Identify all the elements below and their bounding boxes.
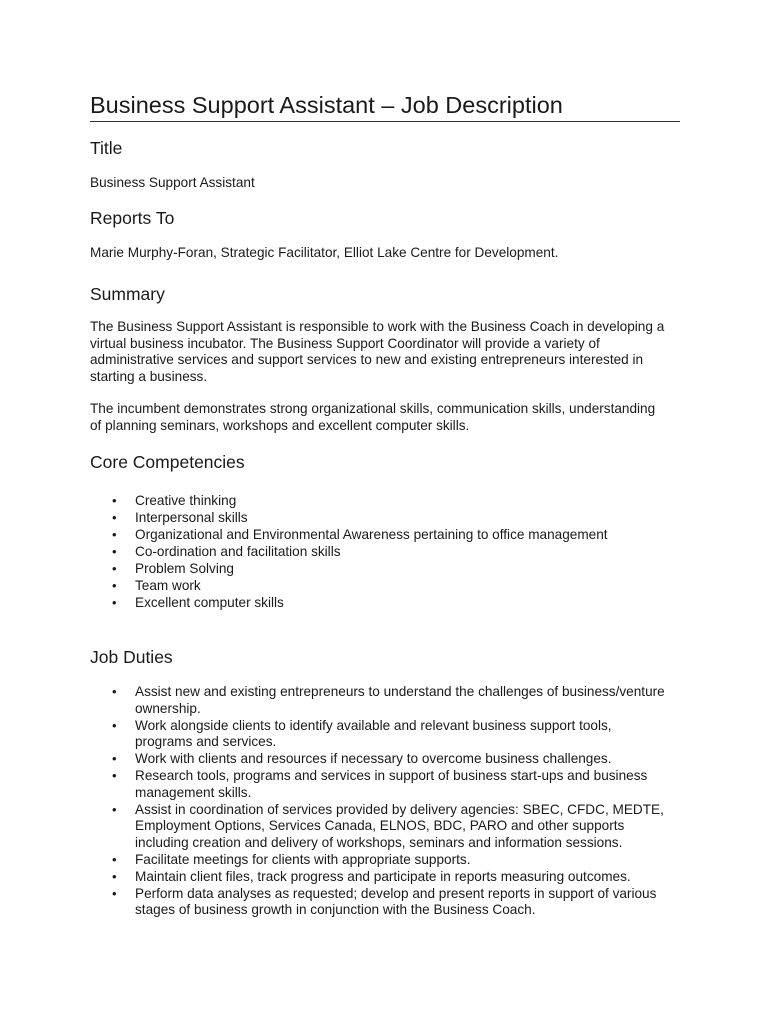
heading-summary: Summary [90,284,165,304]
list-item [90,802,665,852]
duty-line: ownership. [135,700,201,716]
summary-paragraph-2 [90,401,680,434]
summary-p1-line: administrative services and support services to new and existing entrepreneurs interested in [90,352,644,367]
list-item [90,543,608,560]
bullet-icon: • [112,544,117,559]
summary-p1-line: starting a business. [90,368,208,384]
reports-to-text: Marie Murphy-Foran, Strategic Facilitator, Elliot Lake Centre for Development. [90,245,559,260]
duty-line: Assist new and existing entrepreneurs to understand the challenges of business/venture [135,684,665,699]
heading-title: Title [90,138,123,158]
list-item [90,852,665,869]
list-item [90,869,665,886]
document-title: Business Support Assistant – Job Description [90,90,680,122]
bullet-icon: • [112,717,117,733]
competency-text: Team work [135,578,201,593]
summary-p1-line: virtual business incubator. The Business Support Coordinator will provide a variety of [90,335,600,351]
bullet-icon: • [112,561,117,576]
job-duties-list [90,684,665,919]
competency-text: Excellent computer skills [135,595,284,610]
heading-reports-to: Reports To [90,208,175,228]
duty-line: Facilitate meetings for clients with appropriate supports. [135,851,471,867]
competency-text: Co-ordination and facilitation skills [135,544,341,559]
duty-line: programs and services. [135,734,277,750]
summary-p2-line: The incumbent demonstrates strong organizational skills, communication skills, understanding [90,401,656,416]
core-competencies-list [90,492,608,611]
list-item [90,492,608,509]
heading-job-duties: Job Duties [90,647,173,667]
bullet-icon: • [112,684,117,699]
bullet-icon: • [112,801,117,817]
summary-p2-line: of planning seminars, workshops and excellent computer skills. [90,417,470,433]
summary-paragraph-1 [90,319,680,385]
duty-line: Maintain client files, track progress and participate in reports measuring outcomes. [135,868,631,884]
title-text: Business Support Assistant [90,175,255,190]
bullet-icon: • [112,751,117,767]
duty-line: Employment Options, Services Canada, ELNOS, BDC, PARO and other supports [135,818,625,834]
list-item [90,751,665,768]
heading-core-competencies: Core Competencies [90,452,245,472]
duty-line: management skills. [135,784,252,800]
list-item [90,718,665,752]
duty-line: Work with clients and resources if necessary to overcome business challenges. [135,751,612,767]
bullet-icon: • [112,510,117,525]
list-item [90,684,665,718]
list-item [90,886,665,920]
bullet-icon: • [112,868,117,884]
duty-line: Assist in coordination of services provided by delivery agencies: SBEC, CFDC, MEDTE, [135,801,664,817]
bullet-icon: • [112,493,117,508]
competency-text: Creative thinking [135,493,237,508]
bullet-icon: • [112,851,117,867]
list-item [90,577,608,594]
list-item [90,509,608,526]
list-item [90,768,665,802]
competency-text: Organizational and Environmental Awareness pertaining to office management [135,527,608,542]
bullet-icon: • [112,595,117,610]
summary-p1-line: The Business Support Assistant is responsible to work with the Business Coach in developing a [90,319,665,334]
bullet-icon: • [112,527,117,542]
list-item [90,560,608,577]
competency-text: Problem Solving [135,561,234,576]
duty-line: Work alongside clients to identify available and relevant business support tools, [135,717,612,733]
duty-line: Research tools, programs and services in support of business start-ups and business [135,767,648,783]
duty-line: including creation and delivery of workshops, seminars and information sessions. [135,835,623,851]
bullet-icon: • [112,885,117,901]
list-item [90,526,608,543]
duty-line: Perform data analyses as requested; develop and present reports in support of various [135,885,657,901]
bullet-icon: • [112,767,117,783]
duty-line: stages of business growth in conjunction with the Business Coach. [135,902,536,918]
list-item [90,594,608,611]
bullet-icon: • [112,578,117,593]
competency-text: Interpersonal skills [135,510,248,525]
